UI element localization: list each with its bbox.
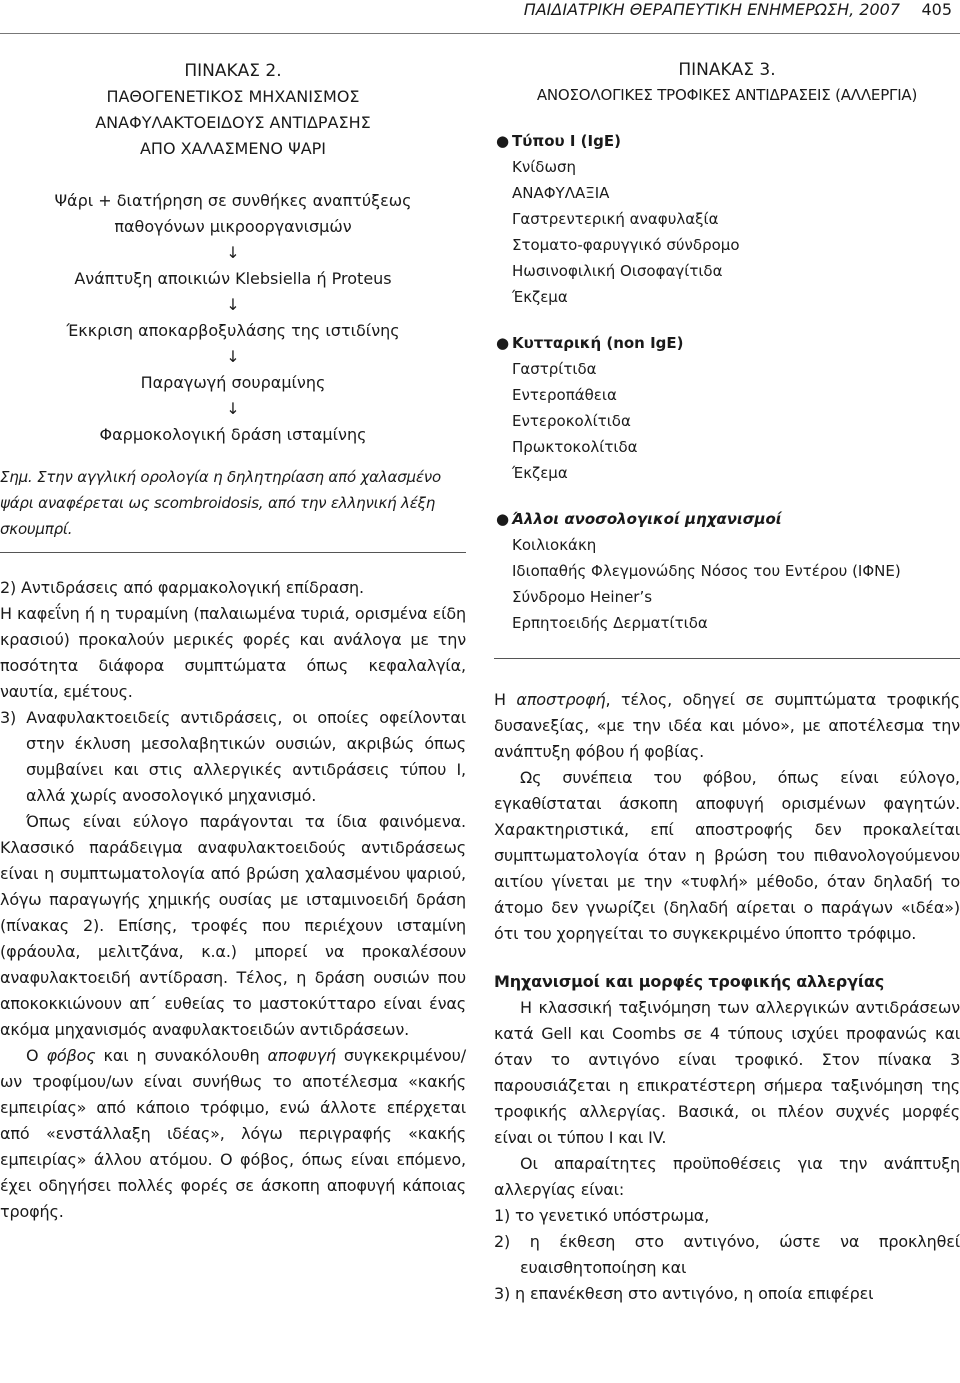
list-item: Γαστρεντερική αναφυλαξία (512, 210, 719, 228)
list-item: Ιδιοπαθής Φλεγμονώδης Νόσος του Εντέρου (ΙΦΝΕ) (512, 562, 901, 580)
table-2-subtitle-line: ΑΠΟ ΧΑΛΑΣΜΕΝΟ ΨΑΡΙ (139, 139, 327, 158)
flow-step: παθογόνων μικροοργανισμών (114, 217, 352, 236)
group-title: Τύπου Ι (IgE) (512, 132, 621, 150)
list-item: Ερπητοειδής Δερματίτιδα (512, 614, 708, 632)
table-2 (0, 58, 466, 553)
pathogenesis-flow (0, 188, 466, 448)
list-item: Στοματο-φαρυγγικό σύνδρομο (512, 236, 740, 254)
list-item: Πρωκτοκολίτιδα (512, 438, 638, 456)
list-item: 3) η επανέκθεση στο αντιγόνο, η οποία επιφέρει (494, 1284, 874, 1303)
down-arrow-icon: ↓ (226, 399, 240, 418)
right-column (494, 58, 960, 1307)
text-run: , τέλος, οδηγεί σε συμπτώματα τροφικής δυσανεξίας, «με την ιδέα και μόνο», με αποτέλεσμα την ανάπτυξη φόβου ή φοβίας. (494, 690, 960, 761)
group-heading (496, 128, 960, 154)
paragraph (494, 687, 960, 765)
flow-step: Ανάπτυξη αποικιών Klebsiella ή Proteus (74, 269, 392, 288)
header-rule (0, 33, 960, 34)
item-3-text: 3) Αναφυλακτοειδείς αντιδράσεις, οι οποίες οφείλονται στην έκλυση μεσολαβητικών ουσιών, ακριβώς όπως συμβαίνει και στις αλλεργικές αντιδράσεις τύπου Ι, αλλά χωρίς ανοσολογικό μηχανισμό. (0, 708, 466, 805)
list-item: Κνίδωση (512, 158, 577, 176)
table-2-note: Σημ. Στην αγγλική ορολογία η δηλητηρίαση από χαλασμένο ψάρι αναφέρεται ως scombroidosis, από την ελληνική λέξη σκουμπρί. (0, 468, 441, 538)
item-2-text: Η καφεΐνη ή η τυραμίνη (παλαιωμένα τυριά, ορισμένα είδη κρασιού) προκαλούν μερικές φορές και ανάλογα με την ποσότητα διάφορα συμπτώματα όπως κεφαλαλγία, ναυτία, εμέτους. (0, 604, 466, 701)
table-2-bottom-rule (0, 552, 466, 553)
left-column (0, 58, 466, 1225)
bullet-icon: ● (496, 510, 510, 528)
list-item: Έκζεμα (512, 288, 568, 306)
table-2-title: ΠΙΝΑΚΑΣ 2. (184, 61, 282, 81)
page-number: 405 (921, 0, 952, 19)
flow-step: Φαρμοκολογική δράση ισταμίνης (99, 425, 367, 444)
table-3-subtitle: ΑΝΟΣΟΛΟΓΙΚΕΣ ΤΡΟΦΙΚΕΣ ΑΝΤΙΔΡΑΣΕΙΣ (ΑΛΛΕΡΓΙΑ) (536, 86, 918, 104)
list-item: Σύνδρομο Heiner’s (512, 588, 653, 606)
paragraph: Όπως είναι εύλογο παράγονται τα ίδια φαινόμενα. Κλασσικό παράδειγμα αναφυλακτοειδούς αντιδράσεως είναι η συμπτωματολογία από βρώση χαλασμένου ψαριού, λόγω παραγωγής χημικής ουσίας με ισταμινοειδή δράση (πίνακας 2). Επίσης, τροφές που περιέχουν ισταμίνη (φράουλα, μελιτζάνα, κ.α.) μπορεί να προκαλέσουν αναφυλακτοειδή αντίδραση. Τέλος, η δράση ουσιών που αποκοκκιώνουν απ΄ ευθείας το μαστοκύτταρο είναι ένας ακόμα μηχανισμός αναφυλακτοειδών αντιδράσεων. (0, 812, 466, 1039)
running-head (0, 0, 960, 28)
journal-title: ΠΑΙΔΙΑΤΡΙΚΗ ΘΕΡΑΠΕΥΤΙΚΗ ΕΝΗΜΕΡΩΣΗ, 2007 (523, 0, 900, 19)
group-title: Άλλοι ανοσολογικοί μηχανισμοί (512, 510, 782, 528)
flow-step: Ψάρι + διατήρηση σε συνθήκες αναπτύξεως (54, 191, 412, 210)
table-2-subtitle-line: ΠΑΘΟΓΕΝΕΤΙΚΟΣ ΜΗΧΑΝΙΣΜΟΣ (106, 87, 360, 106)
down-arrow-icon: ↓ (226, 243, 240, 262)
flow-step: Έκκριση αποκαρβοξυλάσης της ιστιδίνης (66, 321, 400, 340)
group-heading (496, 506, 960, 532)
item-2-heading: 2) Αντιδράσεις από φαρμακολογική επίδραση. (0, 578, 364, 597)
list-item: Εντεροκολίτιδα (512, 412, 631, 430)
group-title: Κυτταρική (non IgE) (512, 334, 684, 352)
table-3-title: ΠΙΝΑΚΑΣ 3. (678, 60, 776, 80)
list-item: Εντεροπάθεια (512, 386, 617, 404)
text-run: Η (494, 690, 517, 709)
list-item: ΑΝΑΦΥΛΑΞΙΑ (512, 184, 610, 202)
right-body-text (494, 687, 960, 1307)
allergy-group (494, 330, 960, 486)
allergy-group (494, 506, 960, 636)
table-2-subtitle-line: ΑΝΑΦΥΛΑΚΤΟΕΙΔΟΥΣ ΑΝΤΙΔΡΑΣΗΣ (95, 113, 371, 132)
paragraph: Οι απαραίτητες προϋποθέσεις για την ανάπτυξη αλλεργίας είναι: (494, 1154, 960, 1199)
emphasis: αποφυγή (267, 1046, 336, 1065)
section-heading: Μηχανισμοί και μορφές τροφικής αλλεργίας (494, 972, 885, 991)
down-arrow-icon: ↓ (226, 295, 240, 314)
paragraph: Η κλασσική ταξινόμηση των αλλεργικών αντιδράσεων κατά Gell και Coombs σε 4 τύπους ισχύει προφανώς και όταν το αντιγόνο είναι τροφικό. Στον πίνακα 3 παρουσιάζεται η επικρατέστερη σήμερα ταξινόμηση της τροφικής αλλεργίας. Βασικά, οι πλέον συχνές μορφές είναι οι τύπου Ι και IV. (494, 998, 960, 1147)
list-item: Κοιλιοκάκη (512, 536, 597, 554)
group-heading (496, 330, 960, 356)
table-3 (494, 58, 960, 659)
left-body-text (0, 575, 466, 1225)
paragraph (0, 1043, 466, 1225)
allergy-group (494, 128, 960, 310)
bullet-icon: ● (496, 334, 510, 352)
paragraph: Ως συνέπεια του φόβου, όπως είναι εύλογο, εγκαθίσταται άσκοπη αποφυγή ορισμένων φαγητών. Χαρακτηριστικά, επί αποστροφής δεν προκαλείται συμπτωματολογία όταν η βρώση του πιθανολογούμενου αιτίου γίνεται με την «τυφλή» μέθοδο, όταν δηλαδή το άτομο δεν γνωρίζει (δηλαδή αίρεται ο παράγων «ιδέα») ότι του χορηγείται το συγκεκριμένο ύποπτο τρόφιμο. (494, 768, 960, 943)
list-item: 2) η έκθεση στο αντιγόνο, ώστε να προκληθεί ευαισθητοποίηση και (494, 1232, 960, 1277)
list-item: Ηωσινοφιλική Οισοφαγίτιδα (512, 262, 723, 280)
flow-step: Παραγωγή σουραμίνης (140, 373, 326, 392)
bullet-icon: ● (496, 132, 510, 150)
emphasis: αποστροφή (516, 690, 606, 709)
text-run: Ο (26, 1046, 47, 1065)
text-run: συγκεκριμένου/ων τροφίμου/ων είναι συνήθως το αποτέλεσμα «κακής εμπειρίας» από κάποιο τρόφιμο, ενώ άλλοτε επέρχεται από «ενστάλλαξη ιδέας», λόγω περιγραφής «κακής εμπειρίας» άλλου ατόμου. Ο φόβος, όπως είναι επόμενο, έχει οδηγήσει πολλές φορές σε άσκοπη αποφυγή κάποιας τροφής. (0, 1046, 466, 1221)
down-arrow-icon: ↓ (226, 347, 240, 366)
list-item: Έκζεμα (512, 464, 568, 482)
emphasis: φόβος (46, 1046, 96, 1065)
list-item: Γαστρίτιδα (512, 360, 597, 378)
list-item: 1) το γενετικό υπόστρωμα, (494, 1206, 710, 1225)
text-run: και η συνακόλουθη (95, 1046, 268, 1065)
table-3-bottom-rule (494, 658, 960, 659)
